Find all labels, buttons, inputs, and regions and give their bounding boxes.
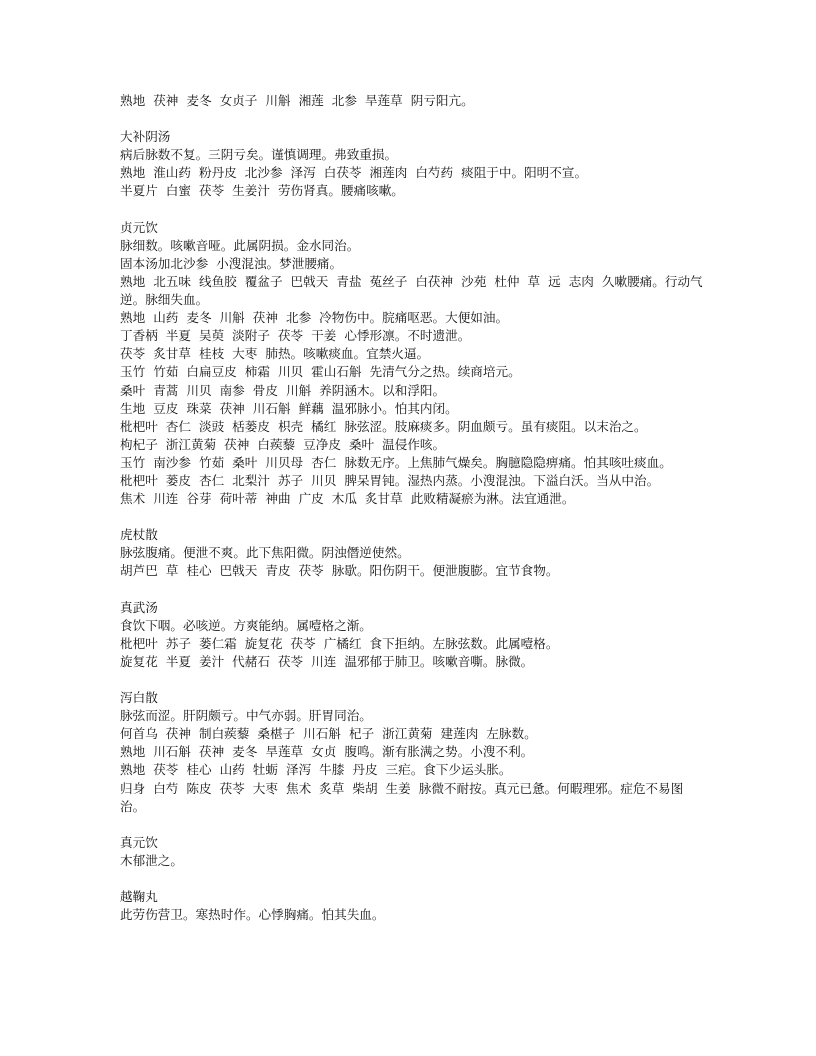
formula-section bbox=[120, 219, 705, 509]
text-line: 茯苓 炙甘草 桂枝 大枣 肺热。咳嗽痰血。宜禁火逼。 bbox=[120, 346, 430, 362]
document-page bbox=[120, 92, 705, 924]
text-line: 熟地 山药 麦冬 川斛 茯神 北参 冷物伤中。脘痛呕恶。大便如油。 bbox=[120, 310, 509, 326]
section-title: 贞元饮 bbox=[120, 219, 158, 235]
text-line: 此劳伤营卫。寒热时作。心悸胸痛。怕其失血。 bbox=[120, 907, 385, 923]
text-line: 枇杷叶 杏仁 淡豉 栝蒌皮 枳壳 橘红 脉弦涩。肢麻痰多。阴血颇亏。虽有痰阻。以末治之。 bbox=[120, 418, 647, 434]
section-title: 真武汤 bbox=[120, 599, 158, 615]
formula-section bbox=[120, 834, 705, 870]
section-title: 真元饮 bbox=[120, 834, 158, 850]
text-line: 食饮下咽。必咳逆。方爽能纳。属噎格之渐。 bbox=[120, 617, 372, 633]
text-line: 枸杞子 浙江黄菊 茯神 白蒺藜 豆净皮 桑叶 温侵作咳。 bbox=[120, 436, 446, 452]
text-line: 熟地 北五味 线鱼胶 覆盆子 巴戟天 青盐 菟丝子 白茯神 沙苑 杜仲 草 远 志肉 久嗽腰痛。行动气逆。脉细失血。 bbox=[120, 273, 703, 308]
text-line: 枇杷叶 蒌皮 杏仁 北梨汁 苏子 川贝 脾呆胃钝。湿热内蒸。小溲混浊。下溢白沃。当从中治。 bbox=[120, 472, 660, 488]
text-line: 玉竹 南沙参 竹茹 桑叶 川贝母 杏仁 脉数无序。上焦肺气燥矣。胸臆隐隐痹痛。怕其咳吐痰血。 bbox=[120, 454, 672, 470]
text-line: 半夏片 白蜜 茯苓 生姜汁 劳伤肾真。腰痛咳嗽。 bbox=[120, 183, 404, 199]
text-line: 归身 白芍 陈皮 茯苓 大枣 焦术 炙草 柴胡 生姜 脉微不耐按。真元已惫。何暇理邪。症危不易图治。 bbox=[120, 780, 684, 814]
text-line: 熟地 茯神 麦冬 女贞子 川斛 湘莲 北参 旱莲草 阴亏阳亢。 bbox=[120, 93, 474, 108]
text-line: 脉细数。咳嗽音哑。此属阴损。金水同治。 bbox=[120, 237, 360, 253]
section-title: 大补阴汤 bbox=[120, 129, 171, 145]
formula-section bbox=[120, 888, 705, 924]
text-line: 丁香柄 半夏 吴萸 淡附子 茯苓 干姜 心悸形凛。不时遗泄。 bbox=[120, 328, 471, 344]
section-title: 越鞠丸 bbox=[120, 889, 158, 905]
text-line: 胡芦巴 草 桂心 巴戟天 青皮 茯苓 脉歇。阳伤阴干。便泄腹膨。宜节食物。 bbox=[120, 563, 559, 579]
text-line: 生地 豆皮 珠菜 茯神 川石斛 鲜藕 温邪脉小。怕其内闭。 bbox=[120, 400, 458, 416]
text-line: 何首乌 茯神 制白蒺藜 桑椹子 川石斛 杞子 浙江黄菊 建莲肉 左脉数。 bbox=[120, 726, 537, 742]
text-line: 熟地 淮山药 粉丹皮 北沙参 泽泻 白茯苓 湘莲肉 白芍药 痰阻于中。阳明不宣。 bbox=[120, 165, 588, 181]
text-line: 焦术 川连 谷芽 荷叶蒂 神曲 广皮 木瓜 炙甘草 此败精凝瘀为淋。法宜通泄。 bbox=[120, 491, 575, 507]
formula-section bbox=[120, 526, 705, 580]
text-line: 枇杷叶 苏子 蒌仁霜 旋复花 茯苓 广橘红 食下拒纳。左脉弦数。此属噎格。 bbox=[120, 635, 559, 651]
formula-section bbox=[120, 92, 705, 110]
text-line: 脉弦而涩。肝阴颇亏。中气亦弱。肝胃同治。 bbox=[120, 708, 372, 724]
text-line: 木郁泄之。 bbox=[120, 852, 183, 868]
text-line: 熟地 茯苓 桂心 山药 牡蛎 泽泻 牛膝 丹皮 三疟。食下少运头胀。 bbox=[120, 762, 512, 778]
section-title: 虎杖散 bbox=[120, 527, 158, 543]
section-title: 泻白散 bbox=[120, 690, 158, 706]
text-line: 玉竹 竹茹 白扁豆皮 柿霜 川贝 霍山石斛 先清气分之热。续商培元。 bbox=[120, 364, 521, 380]
text-line: 旋复花 半夏 姜汁 代赭石 茯苓 川连 温邪郁于肺卫。咳嗽音嘶。脉微。 bbox=[120, 653, 534, 669]
formula-section bbox=[120, 128, 705, 200]
formula-section bbox=[120, 689, 705, 816]
text-line: 病后脉数不复。三阴亏矣。谨慎调理。弗致重损。 bbox=[120, 147, 398, 163]
text-line: 桑叶 青蒿 川贝 南参 骨皮 川斛 养阴涵木。以和浮阳。 bbox=[120, 382, 446, 398]
text-line: 固本汤加北沙参 小溲混浊。梦泄腰痛。 bbox=[120, 255, 343, 271]
text-line: 熟地 川石斛 茯神 麦冬 旱莲草 女贞 腹鸣。渐有胀满之势。小溲不利。 bbox=[120, 744, 534, 760]
formula-section bbox=[120, 599, 705, 671]
text-line: 脉弦腹痛。便泄不爽。此下焦阳微。阴浊僭逆使然。 bbox=[120, 545, 410, 561]
